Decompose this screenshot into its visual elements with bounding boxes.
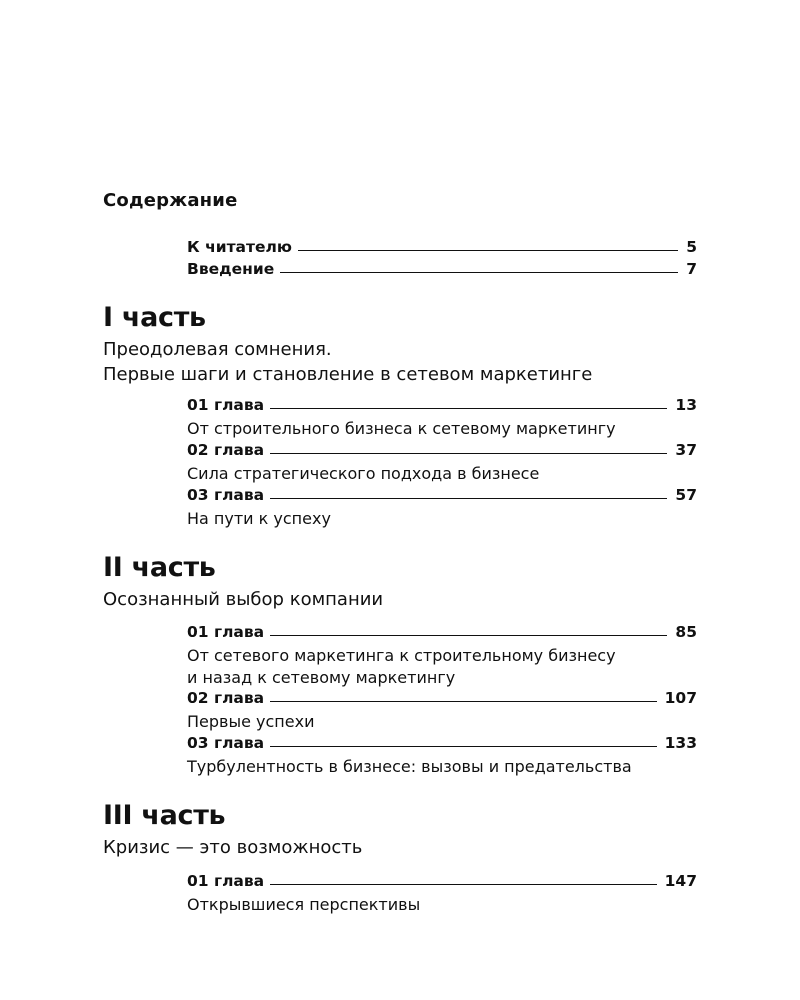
entry-label: 02 глава <box>187 441 265 459</box>
toc-entry-part1-ch2[interactable] <box>187 441 697 463</box>
front-matter-list <box>187 238 697 282</box>
chapter-description: Сила стратегического подхода в бизнесе <box>187 464 540 483</box>
part-3-chapters <box>187 872 697 917</box>
dot-leader <box>270 701 656 702</box>
toc-entry-part1-ch3[interactable] <box>187 486 697 508</box>
entry-label: 01 глава <box>187 623 265 641</box>
entry-page-number: 85 <box>675 623 697 641</box>
entry-page-number: 133 <box>664 734 697 752</box>
entry-label: К читателю <box>187 238 292 256</box>
chapter-description <box>187 645 697 689</box>
dot-leader <box>270 635 667 636</box>
chapter-description: На пути к успеху <box>187 509 331 528</box>
chapter-description: От строительного бизнеса к сетевому маркетингу <box>187 419 616 438</box>
subtitle-line: Кризис — это возможность <box>103 837 363 858</box>
chapter-description: Открывшиеся перспективы <box>187 895 421 914</box>
toc-entry-part2-ch3[interactable] <box>187 734 697 756</box>
entry-label: Введение <box>187 260 275 278</box>
part-1-heading: I часть <box>103 302 206 333</box>
dot-leader <box>270 884 656 885</box>
description-line: От сетевого маркетинга к строительному бизнесу <box>187 646 616 665</box>
entry-label: 03 глава <box>187 486 265 504</box>
entry-label: 01 глава <box>187 872 265 890</box>
entry-page-number: 5 <box>686 238 697 256</box>
dot-leader <box>270 746 656 747</box>
toc-entry-to-reader[interactable] <box>187 238 697 260</box>
part-3-subtitle <box>103 835 362 860</box>
subtitle-line: Преодолевая сомнения. <box>103 339 332 360</box>
entry-label: 02 глава <box>187 689 265 707</box>
part-2-subtitle <box>103 587 383 612</box>
toc-entry-introduction[interactable] <box>187 260 697 282</box>
subtitle-line: Осознанный выбор компании <box>103 589 384 610</box>
entry-label: 01 глава <box>187 396 265 414</box>
part-2-chapters <box>187 623 697 779</box>
dot-leader <box>270 453 667 454</box>
toc-entry-part3-ch1[interactable] <box>187 872 697 894</box>
part-1-chapters <box>187 396 697 531</box>
dot-leader <box>270 408 667 409</box>
entry-page-number: 107 <box>664 689 697 707</box>
toc-title: Содержание <box>103 190 238 211</box>
dot-leader <box>298 250 678 251</box>
part-3-heading: III часть <box>103 800 226 831</box>
dot-leader <box>280 272 678 273</box>
toc-entry-part2-ch2[interactable] <box>187 689 697 711</box>
dot-leader <box>270 498 667 499</box>
toc-entry-part2-ch1[interactable] <box>187 623 697 645</box>
description-line: и назад к сетевому маркетингу <box>187 668 456 687</box>
entry-page-number: 13 <box>675 396 697 414</box>
part-1-subtitle <box>103 337 592 387</box>
part-2-heading: II часть <box>103 552 216 583</box>
entry-label: 03 глава <box>187 734 265 752</box>
chapter-description: Первые успехи <box>187 712 315 731</box>
subtitle-line: Первые шаги и становление в сетевом маркетинге <box>103 364 593 385</box>
entry-page-number: 57 <box>675 486 697 504</box>
entry-page-number: 7 <box>686 260 697 278</box>
entry-page-number: 37 <box>675 441 697 459</box>
entry-page-number: 147 <box>664 872 697 890</box>
toc-entry-part1-ch1[interactable] <box>187 396 697 418</box>
chapter-description: Турбулентность в бизнесе: вызовы и предательства <box>187 757 632 776</box>
